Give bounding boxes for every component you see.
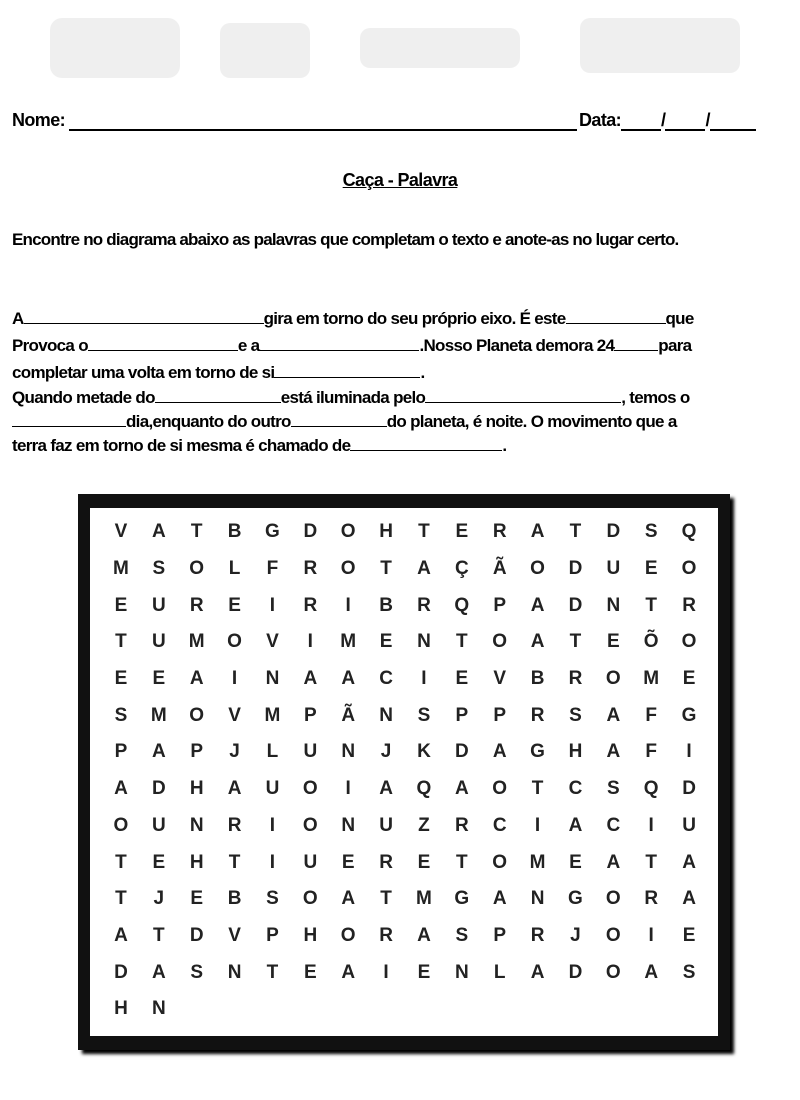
letter-cell[interactable]: T — [153, 924, 165, 946]
letter-cell[interactable]: P — [266, 924, 279, 946]
letter-cell[interactable]: B — [379, 594, 393, 616]
letter-cell[interactable]: O — [302, 778, 318, 800]
letter-cell[interactable]: D — [682, 778, 696, 800]
letter-cell[interactable]: D — [189, 924, 204, 946]
letter-cell[interactable]: A — [417, 924, 431, 946]
letter-cell[interactable]: D — [568, 594, 583, 616]
passage-text: e a — [237, 336, 260, 355]
letter-cell[interactable]: I — [231, 668, 238, 690]
letter-cell[interactable]: E — [303, 961, 317, 983]
letter-cell[interactable]: M — [188, 631, 205, 653]
letter-cell[interactable]: G — [454, 888, 470, 910]
letter-cell[interactable]: E — [341, 851, 355, 873]
letter-cell[interactable]: P — [493, 594, 507, 616]
letter-cell[interactable]: T — [569, 521, 582, 543]
letter-cell[interactable]: K — [417, 741, 431, 763]
letter-cell[interactable]: E — [569, 851, 582, 873]
date-year-field[interactable] — [710, 111, 756, 131]
letter-cell[interactable]: T — [645, 851, 657, 873]
passage-line — [12, 434, 792, 458]
letter-cell[interactable]: O — [189, 704, 205, 726]
letter-cell[interactable]: A — [682, 888, 696, 910]
letter-cell[interactable]: G — [568, 888, 583, 910]
letter-cell[interactable]: T — [418, 521, 430, 543]
letter-cell[interactable]: A — [303, 668, 318, 690]
letter-cell[interactable]: P — [493, 704, 507, 726]
passage-line — [12, 359, 792, 386]
letter-cell[interactable]: R — [303, 594, 318, 616]
letter-cell[interactable]: O — [340, 558, 356, 580]
letter-cell[interactable]: T — [645, 594, 657, 616]
letter-cell[interactable]: J — [229, 741, 240, 763]
answer-blank[interactable] — [614, 336, 658, 351]
passage-text: . — [502, 436, 507, 455]
letter-cell[interactable]: N — [417, 631, 431, 653]
answer-blank[interactable] — [291, 412, 387, 427]
passage-text: dia,enquanto do outro — [126, 412, 291, 431]
letter-cell[interactable]: O — [227, 631, 242, 653]
letter-cell[interactable]: I — [648, 924, 654, 946]
answer-blank[interactable] — [155, 388, 281, 403]
page-title: Caça - Palavra — [342, 170, 458, 190]
letter-cell[interactable]: U — [303, 851, 318, 873]
letter-cell[interactable]: F — [645, 741, 657, 763]
letter-cell[interactable]: T — [115, 851, 127, 873]
letter-cell[interactable]: A — [341, 961, 356, 983]
letter-cell[interactable]: T — [531, 778, 544, 800]
word-search-grid — [90, 508, 718, 1036]
letter-cell[interactable]: G — [265, 521, 280, 543]
letter-cell[interactable]: Ã — [341, 704, 356, 726]
letter-cell[interactable]: C — [379, 668, 393, 690]
answer-blank[interactable] — [24, 309, 264, 324]
passage-text: Quando metade do — [12, 388, 155, 407]
date-day-field[interactable] — [621, 111, 661, 131]
letter-cell[interactable]: A — [492, 888, 507, 910]
letter-cell[interactable]: N — [341, 741, 356, 763]
letter-cell[interactable]: J — [153, 888, 165, 910]
passage-text: está iluminada pelo — [280, 388, 426, 407]
letter-cell[interactable]: S — [152, 558, 166, 580]
letter-cell[interactable]: G — [681, 704, 697, 726]
letter-cell[interactable]: O — [605, 924, 621, 946]
letter-cell[interactable]: O — [492, 631, 508, 653]
letter-cell[interactable]: U — [151, 631, 166, 653]
letter-cell[interactable]: A — [227, 778, 242, 800]
letter-cell[interactable]: U — [151, 814, 166, 836]
letter-cell[interactable]: P — [493, 924, 507, 946]
letter-cell[interactable]: M — [340, 631, 357, 653]
letter-cell[interactable]: E — [455, 668, 469, 690]
letter-cell[interactable]: V — [266, 631, 279, 653]
letter-cell[interactable]: E — [114, 668, 128, 690]
letter-cell[interactable]: A — [341, 668, 356, 690]
letter-cell[interactable]: O — [492, 778, 508, 800]
letter-cell[interactable]: U — [606, 558, 621, 580]
letter-cell[interactable]: Ç — [454, 558, 469, 580]
letter-cell[interactable]: A — [682, 851, 696, 873]
letter-cell[interactable]: P — [190, 741, 204, 763]
fill-in-passage — [12, 305, 792, 458]
letter-cell[interactable]: D — [568, 961, 583, 983]
letter-cell[interactable]: A — [189, 668, 204, 690]
letter-cell[interactable]: S — [114, 704, 128, 726]
letter-cell[interactable]: M — [643, 668, 660, 690]
letter-cell[interactable]: E — [644, 558, 658, 580]
letter-cell[interactable]: E — [152, 668, 166, 690]
letter-cell[interactable]: N — [530, 888, 545, 910]
letter-cell[interactable]: D — [114, 961, 128, 983]
letter-cell[interactable]: I — [345, 778, 351, 800]
letter-cell[interactable]: V — [228, 704, 241, 726]
letter-cell[interactable]: P — [114, 741, 128, 763]
letter-cell[interactable]: M — [264, 704, 281, 726]
letter-cell[interactable]: S — [266, 888, 279, 910]
letter-cell[interactable]: N — [189, 814, 204, 836]
letter-cell[interactable]: H — [114, 998, 128, 1020]
letter-cell[interactable]: D — [606, 521, 621, 543]
letter-cell[interactable]: O — [681, 631, 697, 653]
letter-cell[interactable]: P — [303, 704, 317, 726]
letter-cell[interactable]: U — [379, 814, 393, 836]
passage-line — [12, 386, 792, 410]
letter-cell[interactable]: R — [492, 521, 507, 543]
letter-cell[interactable]: A — [530, 631, 545, 653]
letter-cell[interactable]: B — [227, 521, 242, 543]
letter-cell[interactable]: J — [380, 741, 392, 763]
letter-cell[interactable]: O — [492, 851, 508, 873]
letter-cell[interactable]: S — [569, 704, 582, 726]
letter-cell[interactable]: E — [190, 888, 204, 910]
header-row — [12, 110, 790, 131]
letter-cell[interactable]: N — [606, 594, 621, 616]
letter-cell[interactable]: R — [189, 594, 204, 616]
letter-cell[interactable]: N — [379, 704, 393, 726]
passage-text: A — [12, 309, 24, 328]
letter-cell[interactable]: A — [151, 741, 166, 763]
letter-cell[interactable]: T — [380, 558, 392, 580]
letter-cell[interactable]: U — [151, 594, 166, 616]
passage-text: terra faz em torno de si mesma é chamado de — [12, 436, 351, 455]
letter-cell[interactable]: M — [416, 888, 432, 910]
letter-cell[interactable]: D — [303, 521, 318, 543]
letter-cell[interactable]: I — [648, 814, 654, 836]
letter-cell[interactable]: T — [190, 521, 203, 543]
letter-cell[interactable]: R — [454, 814, 469, 836]
letter-cell[interactable]: E — [455, 521, 469, 543]
letter-cell[interactable]: E — [152, 851, 166, 873]
letter-cell[interactable]: R — [644, 888, 659, 910]
date-separator: / — [661, 110, 666, 130]
letter-cell[interactable]: S — [190, 961, 204, 983]
letter-cell[interactable]: Q — [416, 778, 432, 800]
letter-cell[interactable]: A — [492, 741, 507, 763]
letter-cell[interactable]: A — [341, 888, 356, 910]
letter-cell[interactable]: I — [383, 961, 389, 983]
letter-cell[interactable]: A — [114, 778, 128, 800]
letter-cell[interactable]: T — [115, 888, 127, 910]
letter-cell[interactable]: T — [380, 888, 392, 910]
letter-cell[interactable]: M — [529, 851, 546, 873]
letter-cell[interactable]: R — [417, 594, 431, 616]
letter-cell[interactable]: A — [417, 558, 431, 580]
passage-text: para — [658, 336, 692, 355]
letter-cell[interactable]: R — [568, 668, 583, 690]
passage-text: que — [665, 309, 694, 328]
letter-cell[interactable]: L — [228, 558, 241, 580]
word-search-frame — [78, 494, 730, 1050]
letter-cell[interactable]: Q — [643, 778, 659, 800]
letter-cell[interactable]: O — [605, 668, 621, 690]
letter-cell[interactable]: N — [454, 961, 469, 983]
letter-cell[interactable]: E — [417, 851, 431, 873]
letter-cell[interactable]: A — [114, 924, 128, 946]
letter-cell[interactable]: R — [379, 924, 393, 946]
letter-cell[interactable]: M — [150, 704, 167, 726]
letter-cell[interactable]: I — [269, 594, 276, 616]
letter-cell[interactable]: N — [341, 814, 356, 836]
letter-cell[interactable]: A — [530, 521, 545, 543]
letter-cell[interactable]: T — [115, 631, 127, 653]
letter-cell[interactable]: O — [113, 814, 129, 836]
letter-cell[interactable]: T — [456, 631, 468, 653]
letter-cell[interactable]: I — [686, 741, 692, 763]
letter-cell[interactable]: R — [530, 704, 545, 726]
letter-cell[interactable]: R — [303, 558, 318, 580]
answer-blank[interactable] — [12, 412, 126, 427]
passage-text: completar uma volta em torno de si — [12, 363, 275, 382]
letter-cell[interactable]: C — [492, 814, 507, 836]
letter-cell[interactable]: A — [151, 521, 166, 543]
letter-cell[interactable]: O — [340, 924, 356, 946]
answer-blank[interactable] — [88, 336, 238, 351]
letter-cell[interactable]: R — [379, 851, 393, 873]
letter-cell[interactable]: O — [681, 558, 697, 580]
letter-cell[interactable]: L — [266, 741, 279, 763]
letter-cell[interactable]: G — [530, 741, 545, 763]
letter-cell[interactable]: T — [569, 631, 582, 653]
letter-cell[interactable]: O — [605, 961, 621, 983]
letter-cell[interactable]: S — [682, 961, 696, 983]
letter-cell[interactable]: A — [568, 814, 583, 836]
letter-cell[interactable]: N — [227, 961, 242, 983]
letter-cell[interactable]: U — [265, 778, 280, 800]
letter-cell[interactable]: V — [114, 521, 128, 543]
instructions: Encontre no diagrama abaixo as palavras que completam o texto e anote-as no lugar certo. — [12, 230, 679, 249]
letter-cell[interactable]: I — [345, 594, 351, 616]
letter-cell[interactable]: O — [189, 558, 205, 580]
date-label: Data: — [579, 110, 622, 130]
letter-cell[interactable]: R — [682, 594, 696, 616]
letter-cell[interactable]: I — [307, 631, 313, 653]
answer-blank[interactable] — [425, 388, 621, 403]
letter-cell[interactable]: I — [534, 814, 541, 836]
letter-cell[interactable]: F — [266, 558, 279, 580]
name-field[interactable] — [69, 111, 577, 131]
letter-cell[interactable]: N — [265, 668, 280, 690]
letter-cell[interactable]: T — [456, 851, 468, 873]
letter-cell[interactable]: O — [302, 888, 318, 910]
letter-cell[interactable]: Ã — [492, 558, 507, 580]
letter-cell[interactable]: B — [227, 888, 242, 910]
letter-cell[interactable]: T — [266, 961, 279, 983]
letter-cell[interactable]: E — [682, 668, 696, 690]
letter-cell[interactable]: A — [644, 961, 659, 983]
letter-cell[interactable]: F — [645, 704, 657, 726]
letter-cell[interactable]: O — [605, 888, 621, 910]
passage-text: Provoca o — [12, 336, 88, 355]
letter-cell[interactable]: U — [303, 741, 318, 763]
letter-cell[interactable]: E — [417, 961, 431, 983]
letter-cell[interactable]: L — [493, 961, 506, 983]
letter-cell[interactable]: E — [682, 924, 696, 946]
letter-cell[interactable]: J — [570, 924, 581, 946]
letter-cell[interactable]: D — [568, 558, 583, 580]
passage-line — [12, 410, 792, 434]
passage-text: gira em torno do seu próprio eixo. É este — [263, 309, 566, 328]
letter-cell[interactable]: E — [228, 594, 241, 616]
letter-cell[interactable]: S — [644, 521, 658, 543]
letter-cell[interactable]: E — [114, 594, 128, 616]
letter-cell[interactable]: I — [269, 851, 276, 873]
letter-cell[interactable]: O — [340, 521, 356, 543]
letter-cell[interactable]: V — [228, 924, 241, 946]
letter-cell[interactable]: H — [568, 741, 583, 763]
letter-cell[interactable]: H — [303, 924, 318, 946]
letter-cell[interactable]: E — [606, 631, 620, 653]
letter-cell[interactable]: I — [269, 814, 276, 836]
letter-cell[interactable]: A — [606, 704, 621, 726]
letter-cell[interactable]: A — [379, 778, 393, 800]
letter-cell[interactable]: H — [189, 851, 204, 873]
answer-blank[interactable] — [274, 363, 420, 378]
passage-text: . — [420, 363, 425, 382]
letter-cell[interactable]: H — [189, 778, 204, 800]
letter-cell[interactable]: I — [421, 668, 427, 690]
letter-cell[interactable]: O — [302, 814, 318, 836]
letter-cell[interactable]: C — [568, 778, 583, 800]
letter-cell[interactable]: S — [417, 704, 431, 726]
letter-cell[interactable]: E — [379, 631, 393, 653]
letter-cell[interactable]: A — [530, 961, 545, 983]
letter-cell[interactable]: A — [454, 778, 469, 800]
letter-cell[interactable]: U — [682, 814, 696, 836]
letter-cell[interactable]: Z — [418, 814, 430, 836]
letter-cell[interactable]: A — [530, 594, 545, 616]
letter-cell[interactable]: A — [606, 741, 621, 763]
faded-header-watermark — [40, 8, 760, 98]
letter-cell[interactable]: O — [530, 558, 545, 580]
answer-blank[interactable] — [350, 436, 502, 451]
letter-cell[interactable]: S — [606, 778, 620, 800]
letter-cell[interactable]: Q — [454, 594, 470, 616]
date-separator: / — [705, 110, 710, 130]
letter-cell[interactable]: V — [493, 668, 507, 690]
letter-cell[interactable]: P — [455, 704, 469, 726]
letter-cell[interactable]: N — [151, 998, 166, 1020]
answer-blank[interactable] — [566, 309, 666, 324]
letter-cell[interactable]: S — [455, 924, 469, 946]
name-label: Nome: — [12, 110, 66, 130]
letter-cell[interactable]: H — [379, 521, 393, 543]
letter-cell[interactable]: A — [151, 961, 166, 983]
letter-cell[interactable]: D — [454, 741, 469, 763]
letter-cell[interactable]: T — [228, 851, 241, 873]
passage-line — [12, 305, 792, 332]
passage-line — [12, 332, 792, 359]
passage-text: , temos o — [621, 388, 690, 407]
date-month-field[interactable] — [665, 111, 705, 131]
letter-cell[interactable]: M — [113, 558, 129, 580]
letter-cell[interactable]: B — [530, 668, 545, 690]
letter-cell[interactable]: C — [606, 814, 621, 836]
letter-cell[interactable]: D — [151, 778, 166, 800]
letter-cell[interactable]: A — [606, 851, 621, 873]
letter-cell[interactable]: R — [227, 814, 242, 836]
letter-cell[interactable]: R — [530, 924, 545, 946]
letter-cell[interactable]: Q — [681, 521, 697, 543]
answer-blank[interactable] — [259, 336, 419, 351]
passage-text: do planeta, é noite. O movimento que a — [386, 412, 677, 431]
letter-cell[interactable]: Õ — [643, 631, 659, 653]
passage-text: .Nosso Planeta demora 24 — [419, 336, 615, 355]
